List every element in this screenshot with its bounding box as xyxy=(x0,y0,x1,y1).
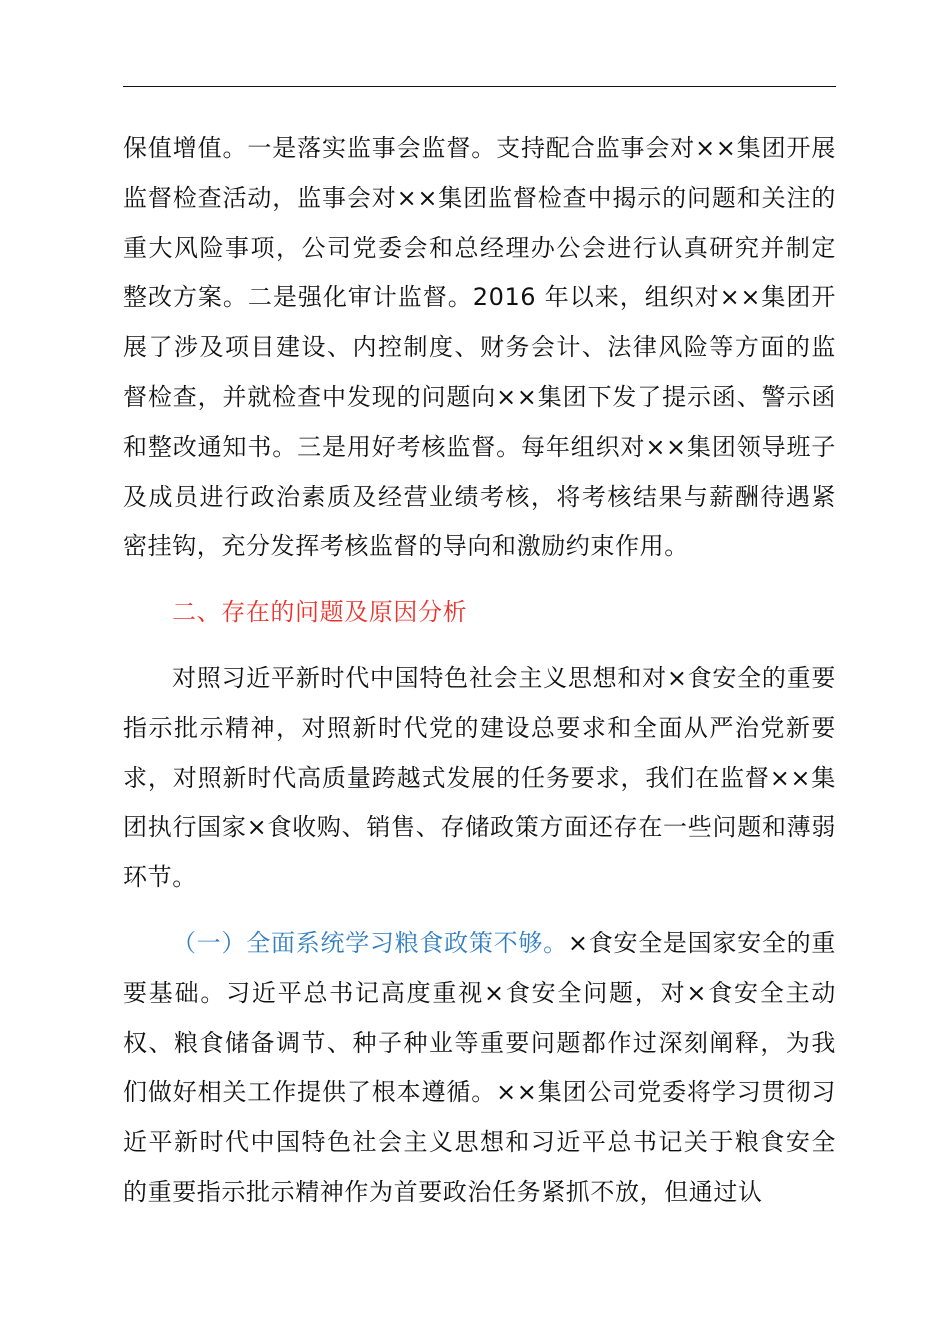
subsection-body: ×食安全是国家安全的重要基础。习近平总书记高度重视×食安全问题，对×食安全主动权、粮食储备调节、种子种业等重要问题都作过深刻阐释，为我们做好相关工作提供了根本遵循。××集团公司党委将学习贯彻习近平新时代中国特色社会主义思想和习近平总书记关于粮食安全的重要指示批示精神作为首要政治任务紧抓不放，但通过认 xyxy=(123,928,836,1206)
header-rule xyxy=(123,86,836,87)
paragraph-supervision: 保值增值。一是落实监事会监督。支持配合监事会对××集团开展监督检查活动，监事会对××集团监督检查中揭示的问题和关注的重大风险事项，公司党委会和总经理办公会进行认真研究并制定整改方案。二是强化审计监督。2016 年以来，组织对××集团开展了涉及项目建设、内控制度、财务会计、法律风险等方面的监督检查，并就检查中发现的问题向××集团下发了提示函、警示函和整改通知书。三是用好考核监督。每年组织对××集团领导班子及成员进行政治素质及经营业绩考核，将考核结果与薪酬待遇紧密挂钩，充分发挥考核监督的导向和激励约束作用。 xyxy=(123,134,836,561)
paragraph-subsection-1 xyxy=(123,919,836,1218)
section-heading: 二、存在的问题及原因分析 xyxy=(172,598,468,627)
paragraph-problems-intro: 对照习近平新时代中国特色社会主义思想和对×食安全的重要指示批示精神，对照新时代党的建设总要求和全面从严治党新要求，对照新时代高质量跨越式发展的任务要求，我们在监督××集团执行国家×食收购、销售、存储政策方面还存在一些问题和薄弱环节。 xyxy=(123,663,836,892)
document-body xyxy=(123,124,836,1218)
subsection-lead: （一）全面系统学习粮食政策不够。 xyxy=(172,928,568,957)
